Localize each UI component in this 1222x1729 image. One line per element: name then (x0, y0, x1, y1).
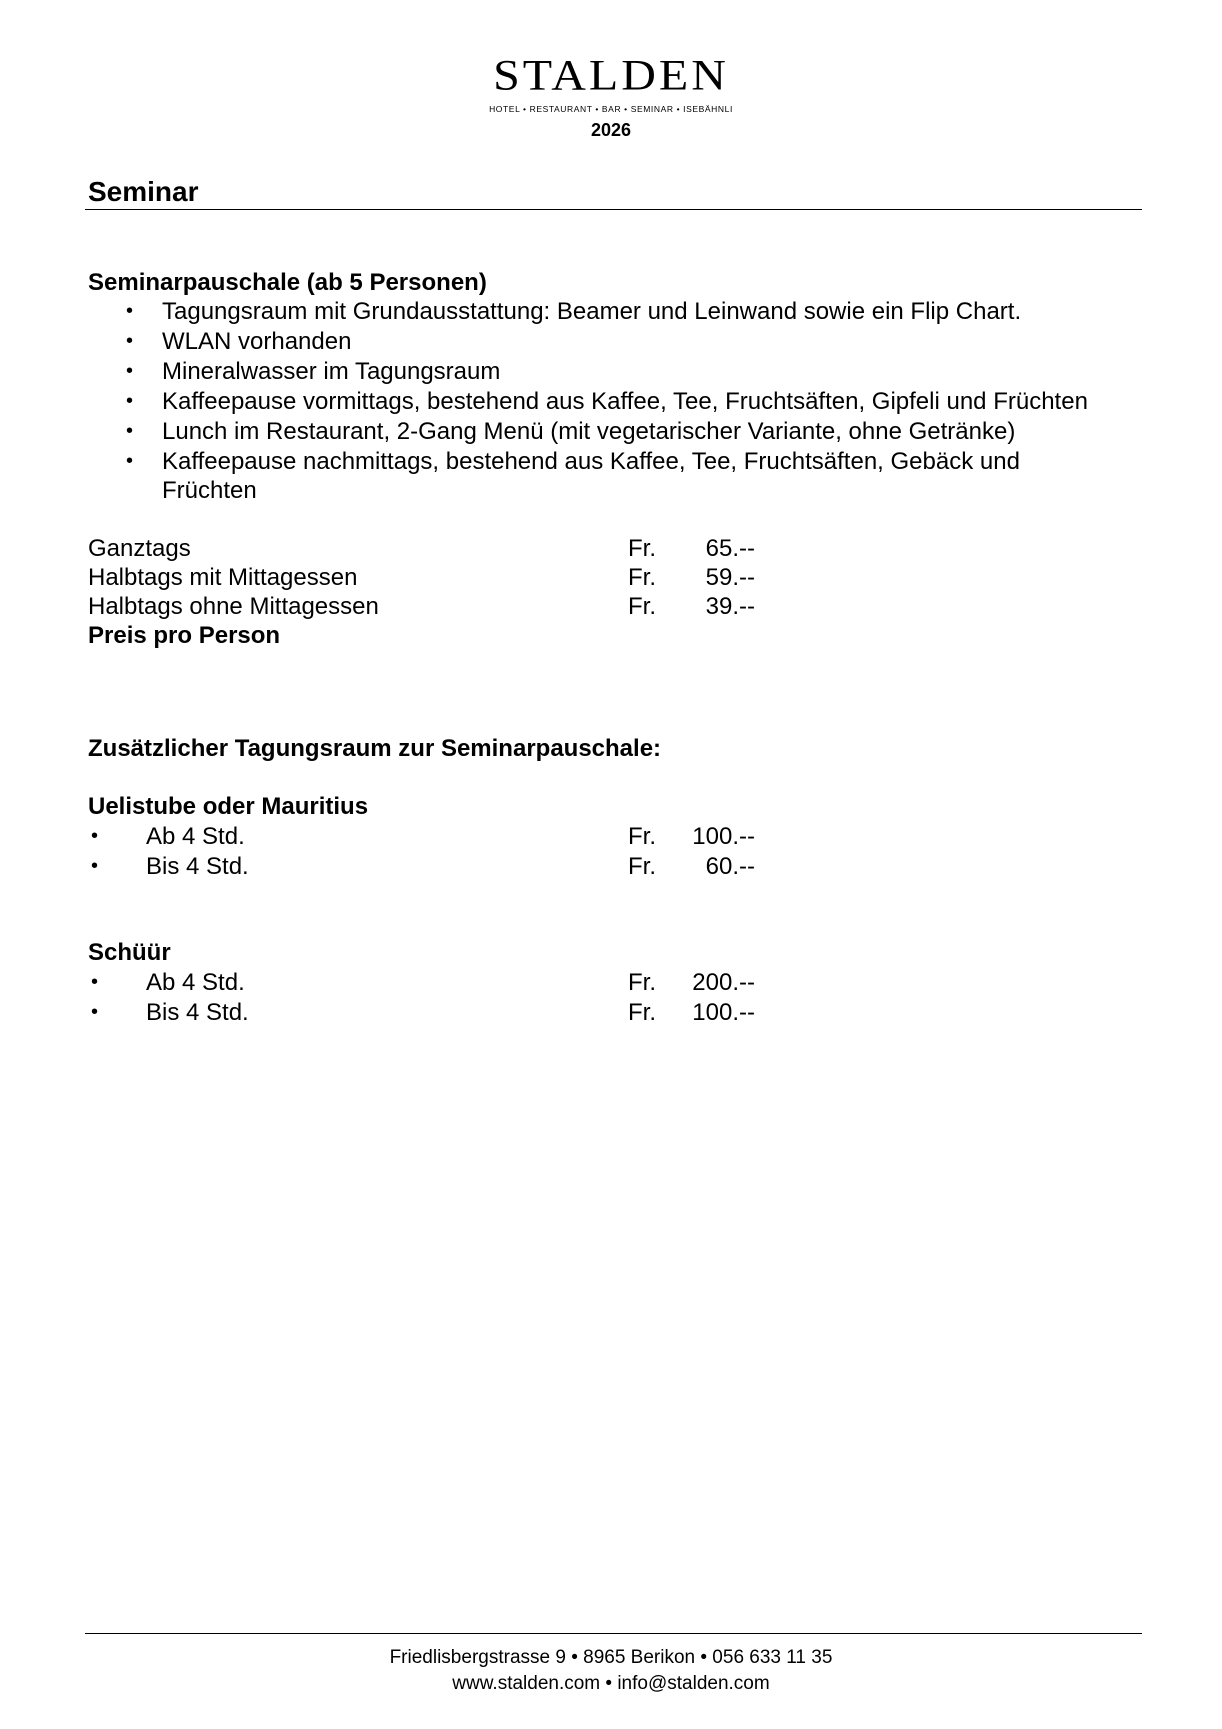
bullet-icon: • (126, 420, 134, 442)
footer-address: Friedlisbergstrasse 9 • 8965 Berikon • 056 633 11 35 (389, 1647, 833, 1668)
rate-amount: 100.-- (692, 823, 755, 850)
rate-currency: Fr. (628, 999, 656, 1026)
price-label: Halbtags ohne Mittagessen (88, 593, 379, 620)
package-item: Kaffeepause vormittags, bestehend aus Kaffee, Tee, Fruchtsäften, Gipfeli und Früchten (162, 388, 1088, 415)
rate-amount: 60.-- (705, 853, 755, 880)
bullet-icon: • (126, 300, 134, 322)
rate-currency: Fr. (628, 853, 656, 880)
bullet-icon: • (91, 1001, 99, 1023)
rate-label: Ab 4 Std. (146, 823, 245, 850)
logo-tagline: HOTEL • RESTAURANT • BAR • SEMINAR • ISEBÄHNLI (489, 104, 733, 114)
extra-room-heading: Zusätzlicher Tagungsraum zur Seminarpauschale: (88, 735, 662, 762)
title-divider (85, 209, 1142, 210)
package-item: Tagungsraum mit Grundausstattung: Beamer und Leinwand sowie ein Flip Chart. (162, 298, 1022, 325)
logo-wordmark: STALDEN (493, 51, 729, 100)
price-amount: 39.-- (705, 593, 755, 620)
page-title: Seminar (88, 176, 199, 207)
room-name: Schüür (88, 939, 171, 966)
footer-contact: www.stalden.com • info@stalden.com (452, 1673, 770, 1694)
bullet-icon: • (91, 825, 99, 847)
rate-currency: Fr. (628, 969, 656, 996)
rate-label: Ab 4 Std. (146, 969, 245, 996)
package-item: WLAN vorhanden (162, 328, 352, 355)
room-name: Uelistube oder Mauritius (88, 793, 369, 820)
price-currency: Fr. (628, 535, 656, 562)
price-amount: 59.-- (705, 564, 755, 591)
rate-amount: 100.-- (692, 999, 755, 1026)
logo (0, 52, 1222, 114)
year-label: 2026 (590, 120, 632, 140)
rate-label: Bis 4 Std. (146, 999, 249, 1026)
rate-currency: Fr. (628, 823, 656, 850)
price-label: Ganztags (88, 535, 191, 562)
package-item: Kaffeepause nachmittags, bestehend aus Kaffee, Tee, Fruchtsäften, Gebäck und (162, 448, 1020, 475)
rate-amount: 200.-- (692, 969, 755, 996)
bullet-icon: • (91, 855, 99, 877)
bullet-icon: • (126, 330, 134, 352)
price-note: Preis pro Person (88, 622, 281, 649)
bullet-icon: • (126, 450, 134, 472)
bullet-icon: • (126, 390, 134, 412)
price-label: Halbtags mit Mittagessen (88, 564, 358, 591)
footer-divider (85, 1633, 1142, 1634)
package-item: Lunch im Restaurant, 2-Gang Menü (mit vegetarischer Variante, ohne Getränke) (162, 418, 1016, 445)
bullet-icon: • (126, 360, 134, 382)
bullet-icon: • (91, 971, 99, 993)
rate-label: Bis 4 Std. (146, 853, 249, 880)
price-currency: Fr. (628, 564, 656, 591)
package-item-continuation: Früchten (162, 477, 257, 504)
price-amount: 65.-- (705, 535, 755, 562)
price-currency: Fr. (628, 593, 656, 620)
package-item: Mineralwasser im Tagungsraum (162, 358, 501, 385)
package-heading: Seminarpauschale (ab 5 Personen) (88, 269, 487, 296)
